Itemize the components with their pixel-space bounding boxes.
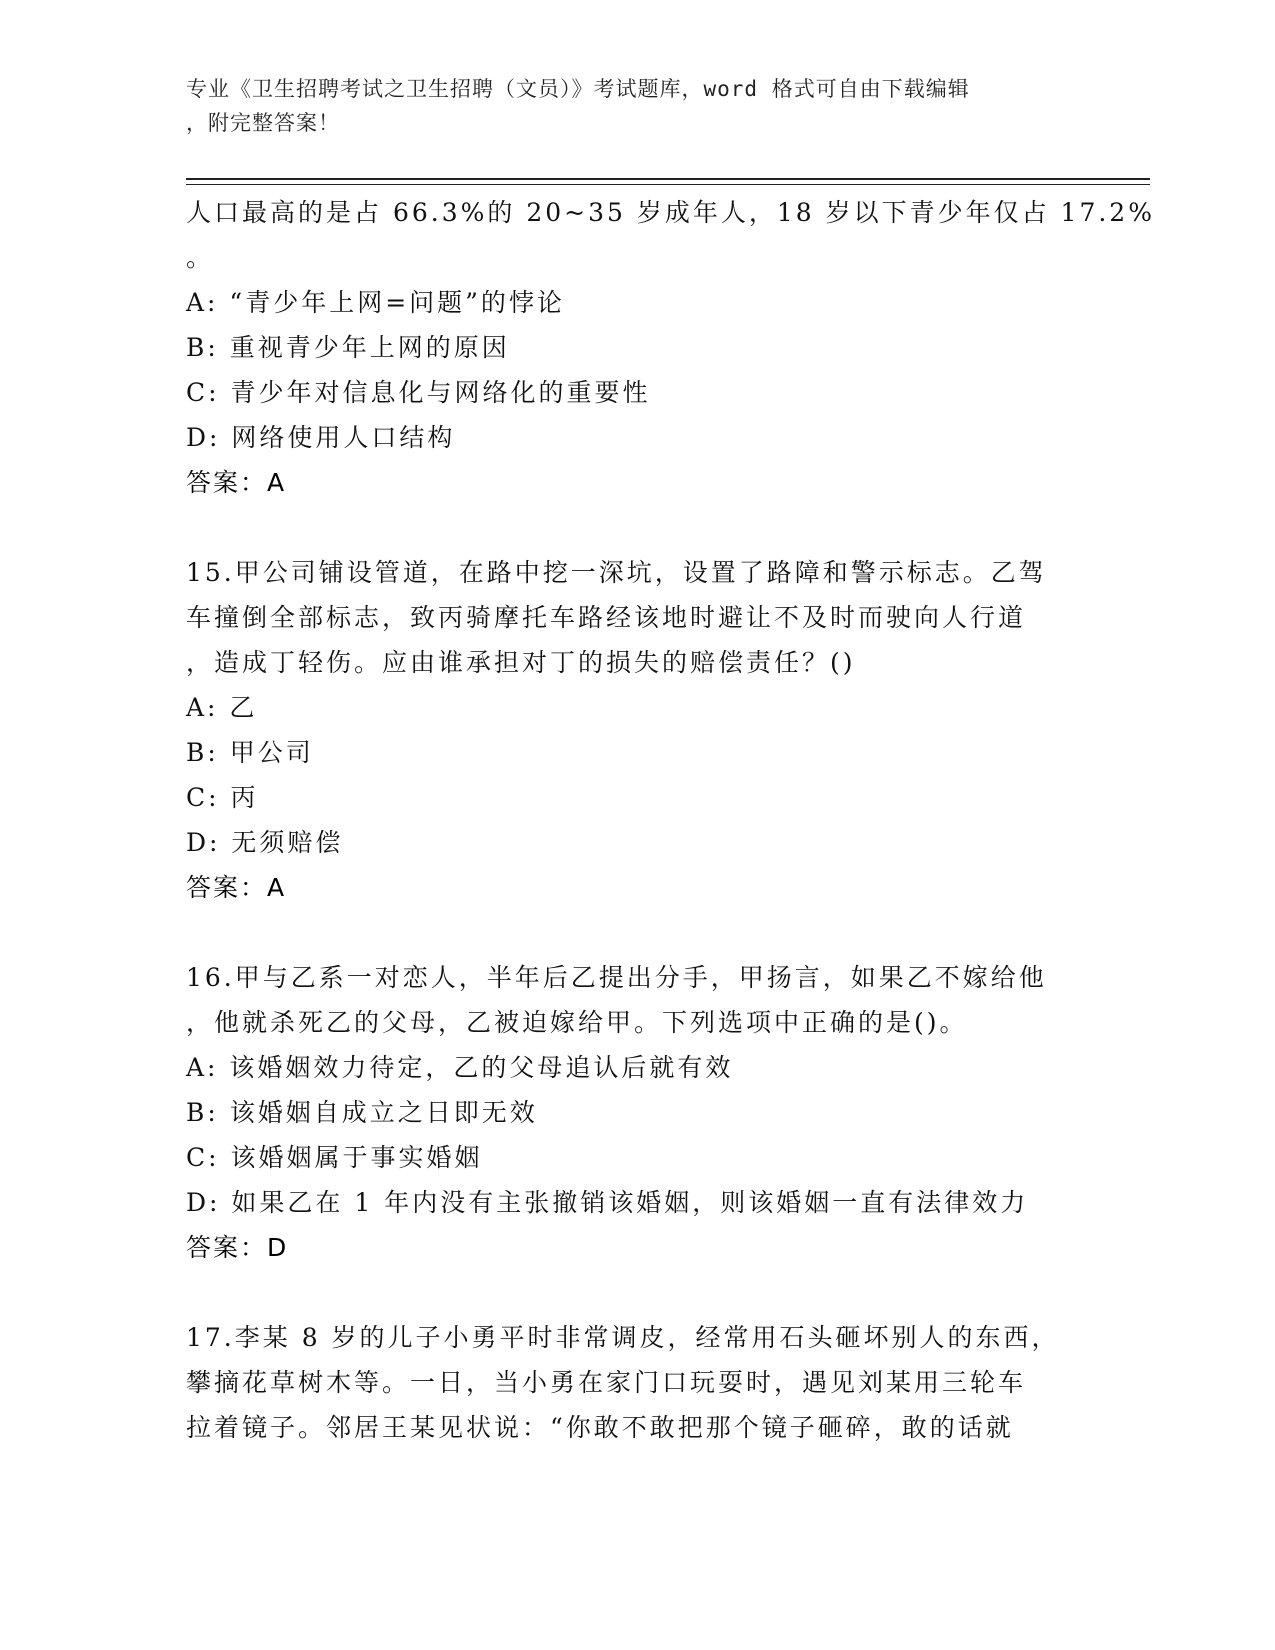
header-rule-thin: [186, 184, 1150, 185]
question-text-line: 拉着镜子。邻居王某见状说：“你敢不敢把那个镜子砸碎，敢的话就: [186, 1413, 1014, 1442]
option-a: A: “青少年上网=问题”的悖论: [186, 288, 565, 317]
option-d: D: 如果乙在 1 年内没有主张撤销该婚姻，则该婚姻一直有法律效力: [186, 1188, 1029, 1217]
option-a: A: 该婚姻效力待定，乙的父母追认后就有效: [186, 1053, 734, 1082]
header-line-1: 专业《卫生招聘考试之卫生招聘（文员）》考试题库，word 格式可自由下载编辑: [186, 77, 970, 101]
option-b: B: 甲公司: [186, 738, 314, 767]
question-16: [186, 955, 1136, 1270]
question-text-line: 17.李某 8 岁的儿子小勇平时非常调皮，经常用石头砸坏别人的东西，: [186, 1323, 1060, 1352]
answer-line: 答案：D: [186, 1233, 289, 1262]
document-body: [186, 190, 1155, 1450]
option-c: C: 该婚姻属于事实婚姻: [186, 1143, 483, 1172]
question-text-line: 15.甲公司铺设管道，在路中挖一深坑，设置了路障和警示标志。乙驾: [186, 558, 1047, 587]
option-b: B: 该婚姻自成立之日即无效: [186, 1098, 538, 1127]
option-d: D: 网络使用人口结构: [186, 423, 456, 452]
question-15: [186, 550, 1136, 910]
option-a: A: 乙: [186, 693, 258, 722]
question-17: [186, 1315, 1136, 1450]
question-text-line: 人口最高的是占 66.3%的 20~35 岁成年人，18 岁以下青少年仅占 17.2%: [186, 198, 1155, 227]
question-14: [186, 190, 1155, 505]
header-line-2: ，附完整答案！: [186, 111, 340, 135]
answer-line: 答案：A: [186, 468, 287, 497]
option-b: B: 重视青少年上网的原因: [186, 333, 510, 362]
option-c: C: 青少年对信息化与网络化的重要性: [186, 378, 651, 407]
option-c: C: 丙: [186, 783, 259, 812]
question-text-line: ，他就杀死乙的父母，乙被迫嫁给甲。下列选项中正确的是()。: [186, 1008, 968, 1037]
question-text-line: 攀摘花草树木等。一日，当小勇在家门口玩耍时，遇见刘某用三轮车: [186, 1368, 1027, 1397]
option-d: D: 无须赔偿: [186, 828, 344, 857]
question-text-line: 16.甲与乙系一对恋人，半年后乙提出分手，甲扬言，如果乙不嫁给他: [186, 963, 1047, 992]
page-header: [186, 72, 1066, 140]
answer-line: 答案：A: [186, 873, 287, 902]
question-text-line: 。: [186, 243, 215, 272]
question-text-line: ，造成丁轻伤。应由谁承担对丁的损失的赔偿责任？(): [186, 648, 856, 677]
header-rule-thick: [186, 178, 1150, 180]
question-text-line: 车撞倒全部标志，致丙骑摩托车路经该地时避让不及时而驶向人行道: [186, 603, 1027, 632]
